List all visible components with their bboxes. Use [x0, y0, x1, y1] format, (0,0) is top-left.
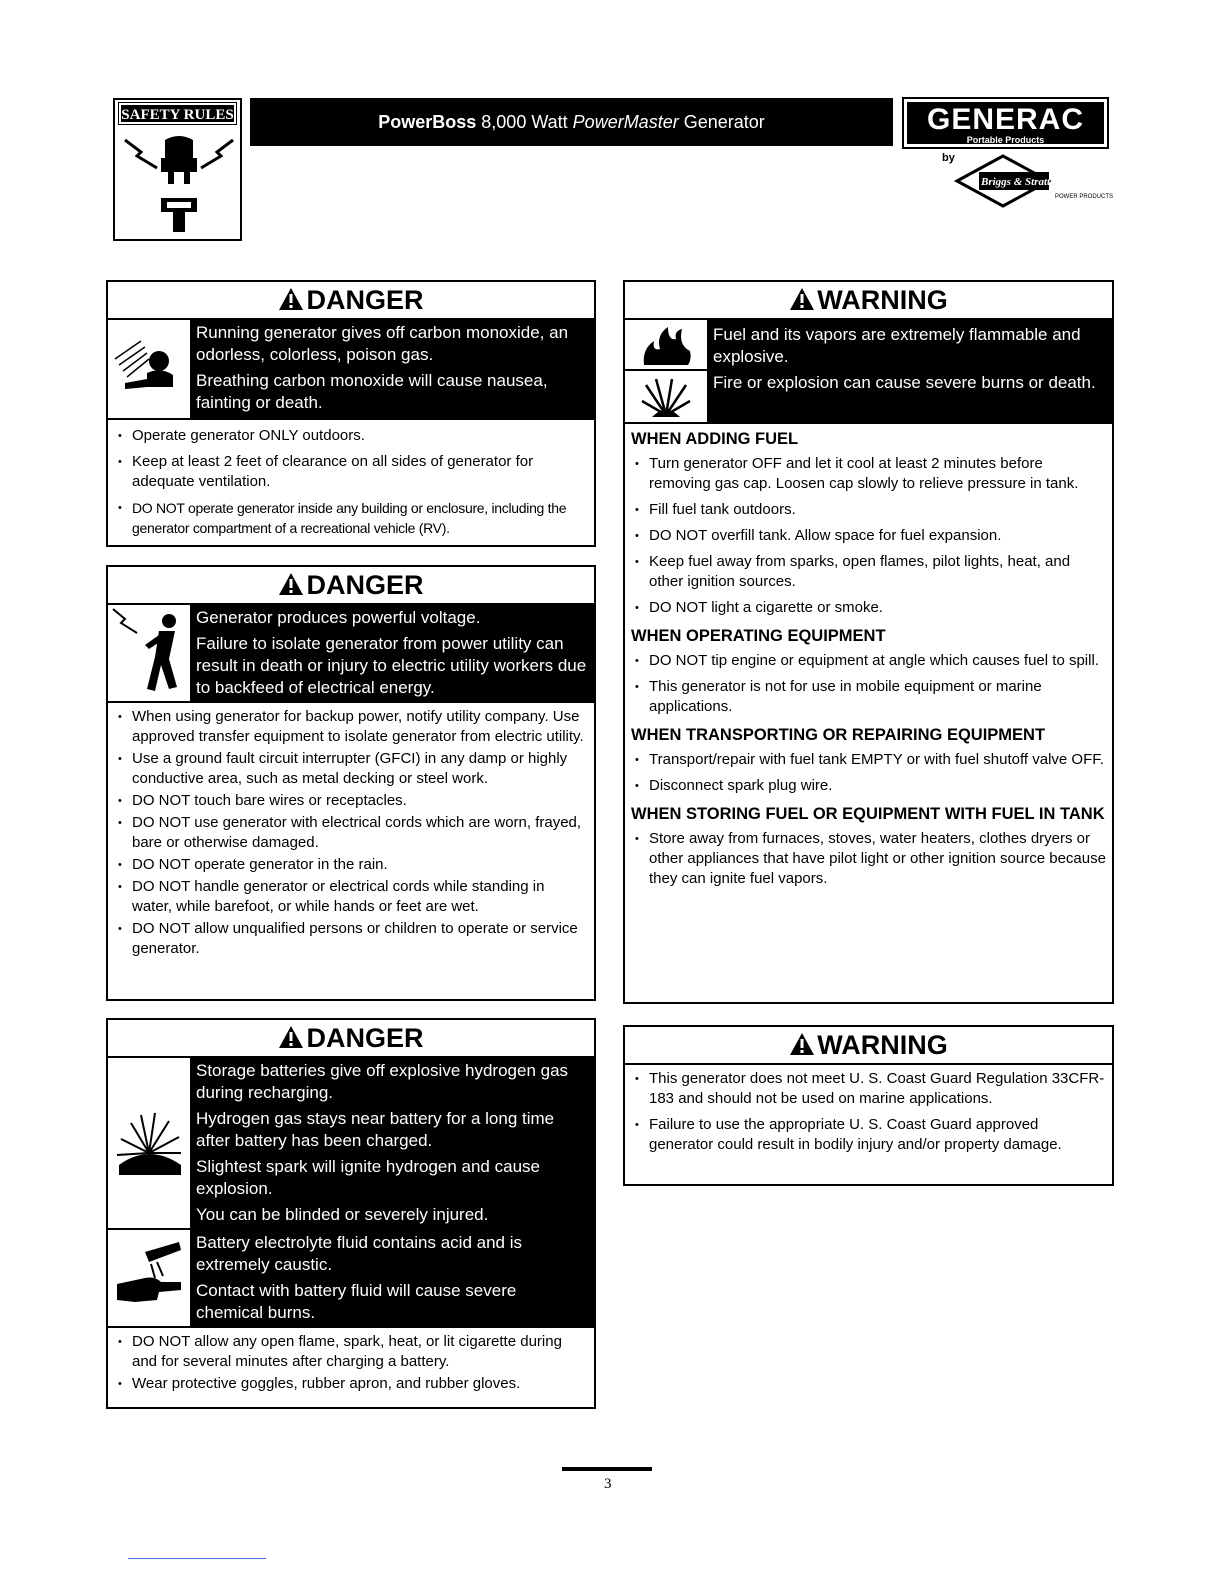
- list-item: • Disconnect spark plug wire.: [633, 776, 1106, 796]
- hazard-block: [108, 1058, 594, 1230]
- list-item: • DO NOT allow unqualified persons or children to operate or service generator.: [116, 919, 588, 959]
- carbon-monoxide-icon: [108, 320, 190, 418]
- title-watt: 8,000 Watt: [476, 112, 573, 132]
- bullet-list: [625, 647, 1112, 717]
- generac-logo: [904, 99, 1107, 147]
- flame-icon: [625, 320, 707, 371]
- hazard-text: [190, 1230, 594, 1326]
- danger-header: [108, 282, 594, 320]
- by-label: by: [942, 152, 955, 164]
- bullet-list: [108, 420, 594, 548]
- list-item: • Failure to use the appropriate U. S. Coast Guard approved generator could result in bodily injury and/or property damage.: [633, 1115, 1106, 1155]
- list-item: • Turn generator OFF and let it cool at least 2 minutes before removing gas cap. Loosen cap slowly to relieve pressure in tank.: [633, 454, 1106, 494]
- list-item: • DO NOT use generator with electrical cords which are worn, frayed, bare or otherwise damaged.: [116, 813, 588, 853]
- hazard-block: [108, 1230, 594, 1328]
- page-divider: [562, 1467, 652, 1471]
- section-heading: WHEN STORING FUEL OR EQUIPMENT WITH FUEL IN TANK: [631, 805, 1105, 823]
- danger-panel-carbon-monoxide: [106, 280, 596, 547]
- chemical-burn-icon: [108, 1230, 190, 1326]
- hazard-icons: [625, 320, 707, 422]
- hazard-line: Fire or explosion can cause severe burns or death.: [713, 373, 1096, 392]
- list-item: • DO NOT light a cigarette or smoke.: [633, 598, 1106, 618]
- hazard-line: Failure to isolate generator from power utility can result in death or injury to electric utility workers due to backfeed of electrical energy.: [196, 634, 587, 697]
- footer-rule: [128, 1558, 266, 1559]
- hazard-text: [190, 1058, 594, 1228]
- hazard-line: Running generator gives off carbon monoxide, an odorless, colorless, poison gas.: [196, 323, 569, 364]
- list-item: • When using generator for backup power, notify utility company. Use approved transfer equipment to isolate generator from electric utility.: [116, 707, 588, 747]
- danger-label: DANGER: [306, 570, 424, 600]
- list-item: • DO NOT operate generator in the rain.: [116, 855, 588, 875]
- hazard-line: Contact with battery fluid will cause severe chemical burns.: [196, 1281, 517, 1322]
- list-item: • DO NOT overfill tank. Allow space for fuel expansion.: [633, 526, 1106, 546]
- list-item: • Operate generator ONLY outdoors.: [116, 426, 588, 446]
- electrocution-icon: [108, 605, 190, 701]
- warning-header: [625, 1027, 1112, 1065]
- warning-triangle-icon: [789, 287, 815, 311]
- explosion-icon: [625, 371, 707, 422]
- warning-triangle-icon: [278, 1025, 304, 1049]
- bullet-list: [625, 1065, 1112, 1165]
- danger-header: [108, 1020, 594, 1058]
- danger-panel-battery: [106, 1018, 596, 1409]
- list-item: • Keep fuel away from sparks, open flames, pilot lights, heat, and other ignition sources.: [633, 552, 1106, 592]
- bullet-list: [625, 450, 1112, 618]
- list-item: • Transport/repair with fuel tank EMPTY or with fuel shutoff valve OFF.: [633, 750, 1106, 770]
- battery-explosion-icon: [108, 1058, 190, 1228]
- hazard-text: [190, 605, 594, 701]
- hazard-line: Slightest spark will ignite hydrogen and cause explosion.: [196, 1157, 540, 1198]
- list-item: • DO NOT tip engine or equipment at angle which causes fuel to spill.: [633, 651, 1106, 671]
- bs-name: Briggs & Stratton: [981, 176, 1062, 188]
- hazard-line: You can be blinded or severely injured.: [196, 1205, 489, 1224]
- list-item: • DO NOT touch bare wires or receptacles.: [116, 791, 588, 811]
- warning-panel-marine: [623, 1025, 1114, 1186]
- title-model: PowerMaster: [572, 112, 679, 132]
- section-heading: WHEN TRANSPORTING OR REPAIRING EQUIPMENT: [631, 726, 1046, 744]
- electric-plug-icon: [123, 130, 235, 235]
- warning-panel-fuel: [623, 280, 1114, 1004]
- warning-label: WARNING: [817, 1030, 948, 1060]
- list-item: • Store away from furnaces, stoves, water heaters, clothes dryers or other appliances that have pilot light or other ignition source because they can ignite fuel vapors.: [633, 829, 1106, 889]
- list-item: • DO NOT handle generator or electrical cords while standing in water, while barefoot, or while hands or feet are wet.: [116, 877, 588, 917]
- list-item: • DO NOT operate generator inside any building or enclosure, including the generator compartment of a recreational vehicle (RV).: [116, 498, 588, 538]
- hazard-line: Storage batteries give off explosive hydrogen gas during recharging.: [196, 1061, 569, 1102]
- hazard-line: Generator produces powerful voltage.: [196, 608, 481, 627]
- danger-panel-electrical: [106, 565, 596, 1001]
- list-item: • This generator is not for use in mobile equipment or marine applications.: [633, 677, 1106, 717]
- list-item: • Use a ground fault circuit interrupter (GFCI) in any damp or highly conductive area, such as metal decking or steel work.: [116, 749, 588, 789]
- document-title: [250, 98, 893, 146]
- section-heading: WHEN OPERATING EQUIPMENT: [631, 627, 886, 645]
- list-item: • Keep at least 2 feet of clearance on all sides of generator for adequate ventilation.: [116, 452, 588, 492]
- hazard-text: [707, 320, 1112, 422]
- hazard-text: [190, 320, 594, 418]
- list-item: • DO NOT allow any open flame, spark, heat, or lit cigarette during and for several minutes after charging a battery.: [116, 1332, 588, 1372]
- bullet-list: [108, 1328, 594, 1400]
- hazard-line: Breathing carbon monoxide will cause nausea, fainting or death.: [196, 371, 548, 412]
- safety-rules-label: SAFETY RULES: [119, 103, 236, 124]
- bullet-list: [625, 746, 1112, 796]
- warning-label: WARNING: [817, 285, 948, 315]
- brand-name: GENERAC: [926, 103, 1084, 136]
- bullet-list: [108, 703, 594, 965]
- warning-triangle-icon: [278, 287, 304, 311]
- briggs-stratton-logo: [955, 150, 1114, 212]
- hazard-line: Battery electrolyte fluid contains acid and is extremely caustic.: [196, 1233, 523, 1274]
- warning-triangle-icon: [278, 572, 304, 596]
- warning-header: [625, 282, 1112, 320]
- hazard-block: [108, 605, 594, 703]
- list-item: • This generator does not meet U. S. Coast Guard Regulation 33CFR-183 and should not be used on marine applications.: [633, 1069, 1106, 1109]
- title-generator: Generator: [678, 112, 765, 132]
- warning-triangle-icon: [789, 1032, 815, 1056]
- page-number: 3: [604, 1476, 612, 1492]
- hazard-line: Fuel and its vapors are extremely flammable and explosive.: [713, 325, 1081, 366]
- hazard-block: [108, 320, 594, 420]
- list-item: • Fill fuel tank outdoors.: [633, 500, 1106, 520]
- danger-label: DANGER: [306, 285, 424, 315]
- hazard-block: [625, 320, 1112, 424]
- safety-rules-badge: [113, 98, 242, 241]
- title-product: PowerBoss: [378, 112, 477, 132]
- section-heading: WHEN ADDING FUEL: [631, 430, 799, 448]
- bullet-list: [625, 825, 1112, 889]
- bs-sub: POWER PRODUCTS: [1055, 194, 1114, 200]
- brand-sub: Portable Products: [966, 135, 1045, 145]
- danger-header: [108, 567, 594, 605]
- danger-label: DANGER: [306, 1023, 424, 1053]
- list-item: • Wear protective goggles, rubber apron, and rubber gloves.: [116, 1374, 588, 1394]
- hazard-line: Hydrogen gas stays near battery for a long time after battery has been charged.: [196, 1109, 555, 1150]
